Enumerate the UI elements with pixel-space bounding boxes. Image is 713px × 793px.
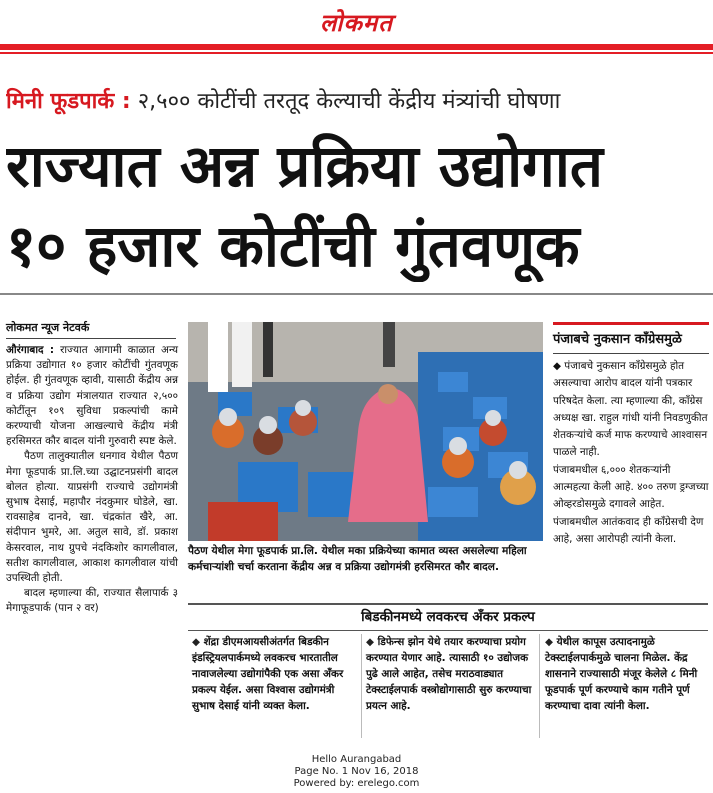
bottom-col-2-text: डिफेन्स झोन येथे तयार करण्याचा प्रयोग करण्यात येणार आहे. त्यासाठी १० उद्योजक पुढे आले आहेत, तसेच मराठवाड्यात टेक्स्टाईलपार्क वस्त्रोद्योगासाठी सुरु करण्याचा प्रयत्न आहे.	[366, 636, 532, 712]
bullet-icon: ◆	[553, 360, 561, 372]
bullet-icon: ◆	[366, 636, 374, 648]
kicker-line	[6, 85, 711, 119]
masthead	[0, 0, 713, 56]
newspaper-logo: लोकमत	[320, 9, 393, 37]
kicker-label: मिनी फूडपार्क :	[6, 89, 131, 114]
story-body	[6, 343, 178, 617]
footer-powered-by: Powered by: erelego.com	[293, 778, 420, 789]
bottom-column-1	[192, 634, 358, 714]
bottom-col-3-text: येथील कापूस उत्पादनामुळे टेक्स्टाईलपार्कमुळे चालना मिळेल. केंद्र शासनाने राज्यासाठी मंजूर केलेले ८ मिनी फूडपार्क पूर्ण करण्याचे काम गतीने पूर्ण करण्याचा दावा त्यांनी केला.	[545, 636, 698, 712]
bottom-section-heading: बिडकीनमध्ये लवकरच अँकर प्रकल्प	[361, 609, 535, 625]
bottom-heading-rule	[188, 630, 708, 631]
column-divider	[539, 634, 540, 738]
kicker-text: २,५०० कोटींची तरतूद केल्याची केंद्रीय मंत्र्यांची घोषणा	[130, 89, 561, 114]
sidebar-text	[553, 358, 709, 548]
story-para-2: पैठण तालुक्यातील धनगाव येथील पैठण मेगा फूडपार्क प्रा.लि.च्या उद्घाटनप्रसंगी बादल बोलत होत्या. याप्रसंगी राज्याचे उद्योगमंत्री सुभाष देसाई, महापौर नंदकुमार घोडेले, खा. रावसाहेब दानवे, खा. चंद्रकांत खैरे, आ. संदीपान भुमरे, आ. अतुल सावे, डॉ. प्रकाश केसरवाल, नाथ ग्रुपचे नंदकिशोर कागलीवाल, सतीश कागलीवाल, आकाश कागलीवाल यांची उपस्थिती होती.	[6, 450, 178, 585]
story-para-1: राज्यात आगामी काळात अन्य प्रक्रिया उद्योगात १० हजार कोटींची गुंतवणूक होईल. ही गुंतवणूक व्हावी, यासाठी केंद्रीय अन्न व प्रक्रिया उद्योग मंत्रालयात राज्यात २,५०० कोटींतून १०९ सुविधा प्रकल्पांची कामे करण्याची योजना आखल्याचे केंद्रीय मंत्री हरसिमरत कौर बादल यांनी गुरुवारी स्पष्ट केले.	[6, 344, 179, 448]
footer-page-date: Page No. 1 Nov 16, 2018	[294, 766, 419, 777]
sidebar-para-2: पंजाबमधील ६,००० शेतकऱ्यांनी आत्महत्या केली आहे. ४०० तरुण ड्रग्जच्या ओव्हरडोसमुळे दगावले आहेत. पंजाबमधील आतंकवाद ही काँग्रेसची देण आहे, असा आरोपही त्यांनी केला.	[553, 463, 709, 545]
bottom-column-3	[545, 634, 707, 714]
masthead-rule	[0, 44, 713, 50]
masthead-rule-thin	[0, 52, 713, 54]
headline-line-1: राज्यात अन्न प्रक्रिया उद्योगात	[6, 132, 603, 200]
bottom-section-rule	[188, 603, 708, 605]
byline-rule	[6, 338, 176, 339]
photo-illustration	[188, 322, 543, 541]
story-para-3: बादल म्हणाल्या की, राज्यात सैलापार्क ३ मेगाफूडपार्क (पान २ वर)	[6, 587, 178, 615]
bullet-icon: ◆	[192, 636, 200, 648]
sidebar-divider	[553, 353, 709, 354]
sidebar-top-rule	[553, 322, 709, 325]
headline-line-2: १० हजार कोटींची गुंतवणूक	[6, 212, 580, 280]
dateline: औरंगाबाद :	[6, 344, 55, 356]
bullet-icon: ◆	[545, 636, 553, 648]
headline-divider	[0, 293, 713, 295]
byline: लोकमत न्यूज नेटवर्क	[6, 321, 90, 334]
bottom-col-1-text: शेंद्रा डीएमआयसीअंतर्गत बिडकीन इंडस्ट्रियलपार्कमध्ये लवकरच भारतातील नावाजलेल्या उद्योगांपैकी एक असा अँकर प्रकल्प येईल. असा विश्वास उद्योगमंत्री सुभाष देसाई यांनी व्यक्त केला.	[192, 636, 344, 712]
footer-edition: Hello Aurangabad	[311, 754, 402, 765]
sidebar-box	[553, 322, 709, 548]
story-paragraph	[6, 343, 178, 449]
sidebar-para-1: पंजाबचे नुकसान काँग्रेसमुळे होत असल्याचा आरोप बादल यांनी पत्रकार परिषदेत केला. त्या म्हणाल्या की, काँग्रेस अध्यक्ष खा. राहुल गांधी यांनी निवडणुकीत शेतकऱ्यांचे कर्ज माफ करण्याचे आश्वासन पाळले नाही.	[553, 360, 708, 459]
sidebar-title: पंजाबचे नुकसान काँग्रेसमुळे	[553, 332, 682, 347]
column-divider	[361, 634, 362, 738]
photo-caption: पैठण येथील मेगा फूडपार्क प्रा.लि. येथील मका प्रक्रियेच्या कामात व्यस्त असलेल्या महिला कर्मचाऱ्यांशी चर्चा करताना केंद्रीय अन्न व प्रक्रिया उद्योगमंत्री हरसिमरत कौर बादल.	[188, 545, 527, 573]
bottom-column-2	[366, 634, 532, 714]
news-photo	[188, 322, 543, 541]
